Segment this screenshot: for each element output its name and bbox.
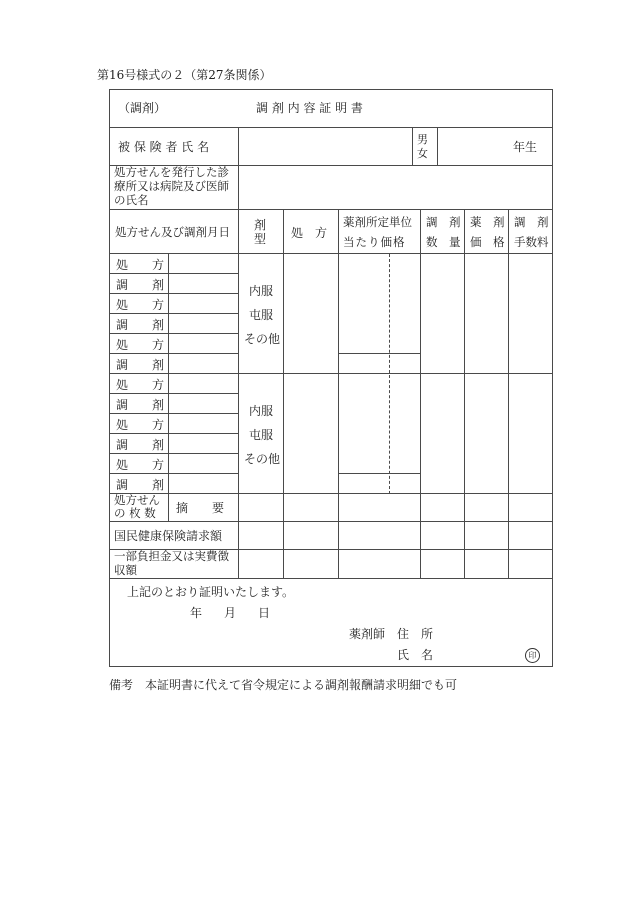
column-header-date: 処方せん及び調剤月日 [115,225,230,239]
seal-icon: 印 [525,648,540,663]
column-header-unit-price-2: 当たり価格 [343,235,406,249]
row-label-shoho: 処 方 [116,258,165,272]
column-header-fee-2: 手数料 [514,235,549,249]
pharmacist-name-label: 氏 名 [397,648,434,662]
column-header-dosage-form-1: 剤 [254,218,267,232]
dosage-type-other: その他 [244,332,281,346]
date-day-label: 日 [258,606,271,620]
pharmacist-address-label: 薬剤師 住 所 [349,627,434,641]
dosage-type-naifuku: 内服 [249,284,274,298]
row-label-chozai: 調 剤 [116,318,165,332]
row-label-shoho: 処 方 [116,378,165,392]
title-tag: （調剤） [118,101,167,115]
birth-year-suffix: 年生 [513,140,538,154]
row-label-shoho: 処 方 [116,458,165,472]
column-header-dosage-form-2: 型 [254,232,267,246]
issuer-label-line2: 療所又は病院及び医師 [114,179,229,193]
row-label-shoho: 処 方 [116,418,165,432]
form-title: 調 剤 内 容 証 明 書 [256,101,363,115]
issuer-label-line1: 処方せんを発行した診 [114,165,229,179]
dosage-type-tonpuku: 屯服 [249,428,274,442]
insured-name-label: 被 保 険 者 氏 名 [118,140,210,154]
issuer-label-line3: の氏名 [114,193,149,207]
footer-note: 備考 本証明書に代えて省令規定による調剤報酬請求明細でも可 [109,678,458,692]
certification-statement: 上記のとおり証明いたします。 [127,585,295,599]
abstract-label: 摘 要 [176,501,225,515]
prescription-count-label-2: の 枚 数 [114,506,156,520]
row-label-shoho: 処 方 [116,298,165,312]
form-number: 第16号様式の２（第27条関係） [97,68,272,82]
row-label-chozai: 調 剤 [116,438,165,452]
column-header-quantity-1: 調 剤 [426,215,461,229]
dosage-type-naifuku: 内服 [249,404,274,418]
prescription-count-label-1: 処方せん [114,493,160,507]
dosage-type-tonpuku: 屯服 [249,308,274,322]
row-label-chozai: 調 剤 [116,398,165,412]
column-header-prescription: 処 方 [291,226,328,240]
column-header-drug-price-2: 価 格 [470,235,505,249]
date-year-label: 年 [190,606,203,620]
gender-male: 男 [417,133,428,146]
row-label-chozai: 調 剤 [116,358,165,372]
column-header-drug-price-1: 薬 剤 [470,215,505,229]
copay-label-2: 収額 [114,563,137,577]
dosage-type-other: その他 [244,452,281,466]
nhi-claim-label: 国民健康保険請求額 [114,529,223,543]
copay-label-1: 一部負担金又は実費徴 [114,549,229,563]
date-month-label: 月 [224,606,237,620]
row-label-chozai: 調 剤 [116,478,165,492]
row-label-shoho: 処 方 [116,338,165,352]
column-header-unit-price-1: 薬剤所定単位 [343,215,412,229]
row-label-chozai: 調 剤 [116,278,165,292]
column-header-quantity-2: 数 量 [426,235,461,249]
gender-female: 女 [417,147,428,160]
column-header-fee-1: 調 剤 [514,215,549,229]
